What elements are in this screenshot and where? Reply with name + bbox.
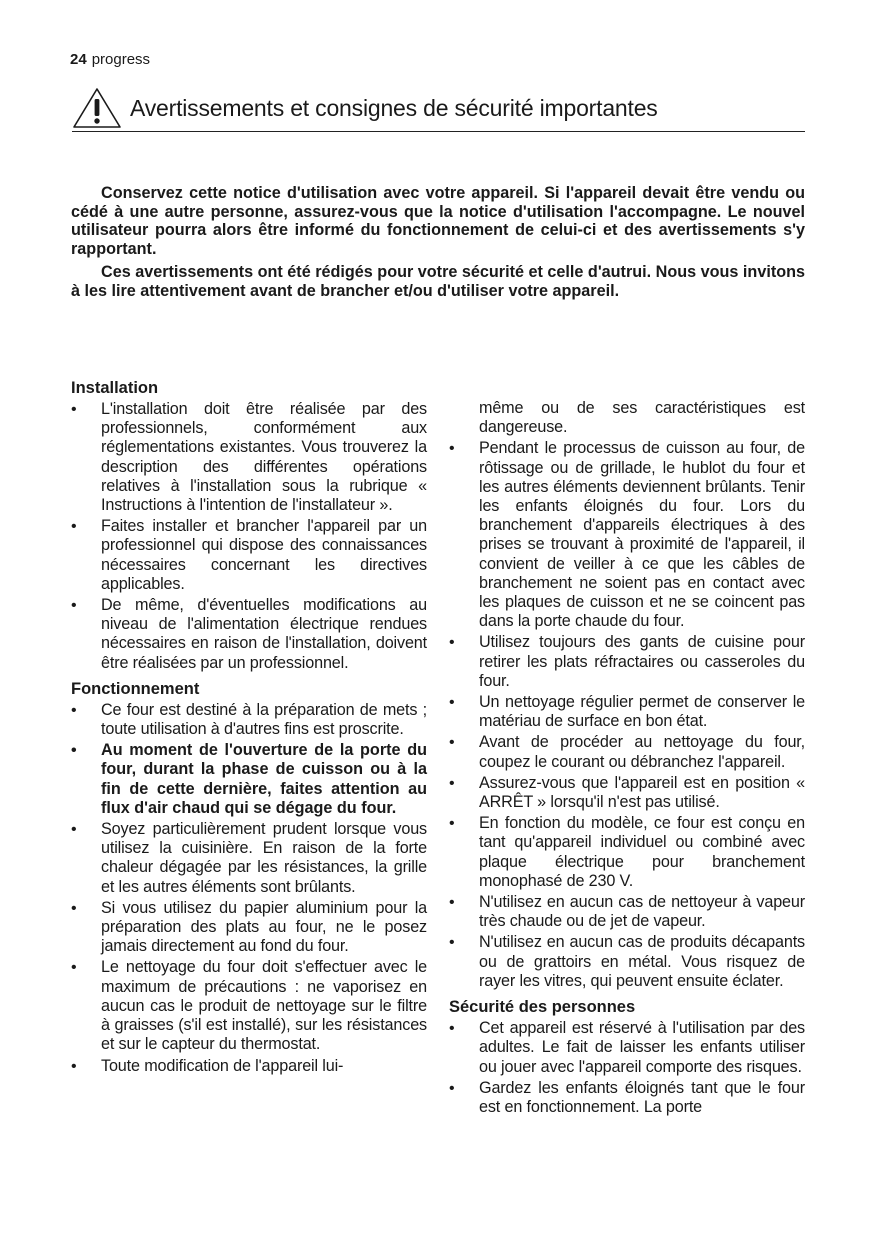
- intro-block: [71, 184, 805, 304]
- bullet-icon: •: [449, 894, 455, 912]
- installation-list: [71, 400, 427, 673]
- list-item: • Un nettoyage régulier permet de conserver le matériau de surface en bon état.: [449, 693, 805, 731]
- installation-heading: Installation: [71, 379, 159, 397]
- bullet-icon: •: [449, 1020, 455, 1038]
- left-column: [71, 378, 427, 1078]
- list-item: • Le nettoyage du four doit s'effectuer avec le maximum de précautions : ne vaporisez en aucun cas le produit de nettoyage sur le filtre à graisses (s'il est installé), sur les résistances et sur le capteur du thermostat.: [71, 958, 427, 1054]
- bullet-icon: •: [449, 774, 455, 792]
- list-item: • Si vous utilisez du papier aluminium pour la préparation des plats au four, ne le posez jamais directement au fond du four.: [71, 898, 427, 956]
- bullet-icon: •: [449, 1079, 455, 1097]
- bullet-icon: •: [449, 694, 455, 712]
- right-column: [449, 399, 805, 1119]
- list-item: • En fonction du modèle, ce four est conçu en tant qu'appareil individuel ou combiné avec plaque électrique pour branchement monophasé de 230 V.: [449, 814, 805, 890]
- intro-paragraph-2: Ces avertissements ont été rédigés pour votre sécurité et celle d'autrui. Nous vous invitons à les lire attentivement avant de brancher et/ou d'utiliser votre appareil.: [71, 262, 805, 300]
- bullet-icon: •: [71, 821, 77, 839]
- bullet-icon: •: [71, 742, 77, 760]
- warning-triangle-icon: [72, 87, 122, 129]
- list-item: • L'installation doit être réalisée par des professionnels, conformément aux réglementations existantes. Vous trouverez la description des différentes opérations relatives à l'installation sous la rubrique « Instructions à l'intention de l'installateur ».: [71, 400, 427, 515]
- intro-paragraph-1: Conservez cette notice d'utilisation avec votre appareil. Si l'appareil devait être vendu ou cédé à une autre personne, assurez-vous que la notice d'utilisation l'accompagne. Le nouvel utilisateur pourra alors être informé du fonctionnement de celui-ci et des avertissements s'y rapportant.: [71, 184, 805, 259]
- list-item-warning: • Au moment de l'ouverture de la porte du four, durant la phase de cuisson ou à la fin de cette dernière, faites attention au flux d'air chaud qui se dégage du four.: [71, 741, 427, 817]
- page-header: [70, 51, 150, 68]
- bullet-icon: •: [71, 899, 77, 917]
- title-divider: [72, 131, 805, 132]
- list-item: • N'utilisez en aucun cas de produits décapants ou de grattoirs en métal. Vous risquez de rayer les vitres, qui peuvent ensuite éclater.: [449, 933, 805, 990]
- list-item: • Toute modification de l'appareil lui-: [71, 1056, 344, 1075]
- list-item: • Ce four est destiné à la préparation de mets ; toute utilisation à d'autres fins est proscrite.: [71, 700, 427, 739]
- bullet-icon: •: [71, 597, 77, 615]
- list-item: • Faites installer et brancher l'appareil par un professionnel qui dispose des connaissances nécessaires concernant les directives applicables.: [71, 517, 427, 593]
- bullet-icon: •: [449, 634, 455, 652]
- list-item-continuation: même ou de ses caractéristiques est dangereuse.: [479, 399, 805, 437]
- bullet-icon: •: [71, 1057, 77, 1075]
- list-item: • Avant de procéder au nettoyage du four, coupez le courant ou débranchez l'appareil.: [449, 733, 805, 771]
- bullet-icon: •: [449, 934, 455, 952]
- securite-list: [449, 1019, 805, 1117]
- bullet-icon: •: [449, 440, 455, 458]
- section-heading: [72, 87, 805, 131]
- bullet-icon: •: [71, 518, 77, 536]
- list-item: • De même, d'éventuelles modifications au niveau de l'alimentation électrique rendues nécessaires en raison de l'installation, doivent être réalisées par un professionnel.: [71, 596, 427, 672]
- fonctionnement-list-continued: [449, 439, 805, 991]
- fonctionnement-list: [71, 701, 427, 1076]
- bullet-icon: •: [449, 734, 455, 752]
- list-item: • Soyez particulièrement prudent lorsque vous utilisez la cuisinière. En raison de la forte chaleur dégagée par les résistances, la grille et les autres éléments sont brûlants.: [71, 820, 427, 896]
- page-title: Avertissements et consignes de sécurité importantes: [130, 95, 658, 121]
- list-item: • Assurez-vous que l'appareil est en position « ARRÊT » lorsqu'il n'est pas utilisé.: [449, 773, 805, 812]
- bullet-icon: •: [71, 959, 77, 977]
- securite-heading: Sécurité des personnes: [449, 998, 636, 1017]
- bullet-icon: •: [71, 701, 77, 719]
- list-item: • Pendant le processus de cuisson au four, de rôtissage ou de grillade, le hublot du four et les autres éléments deviennent brûlants. Tenir les enfants éloignés du four. Lors du branchement d'appareils électriques à des prises se trouvant à proximité de l'appareil, il convient de veiller à ce que les câbles de branchement ne soient pas en contact avec les plaques de cuisson et ne se coincent pas dans la porte chaude du four.: [449, 439, 805, 631]
- page-number: 24: [70, 51, 87, 68]
- list-item: • Gardez les enfants éloignés tant que le four est en fonctionnement. La porte: [449, 1078, 805, 1116]
- list-item: • N'utilisez en aucun cas de nettoyeur à vapeur très chaude ou de jet de vapeur.: [449, 893, 805, 931]
- fonctionnement-heading: Fonctionnement: [71, 679, 200, 698]
- brand-name: progress: [91, 51, 151, 68]
- list-item: • Cet appareil est réservé à l'utilisation par des adultes. Le fait de laisser les enfants utiliser ou jouer avec l'appareil comporte des risques.: [449, 1019, 805, 1076]
- bullet-icon: •: [71, 401, 77, 418]
- list-item: • Utilisez toujours des gants de cuisine pour retirer les plats réfractaires ou casseroles du four.: [449, 633, 805, 690]
- bullet-icon: •: [449, 815, 455, 833]
